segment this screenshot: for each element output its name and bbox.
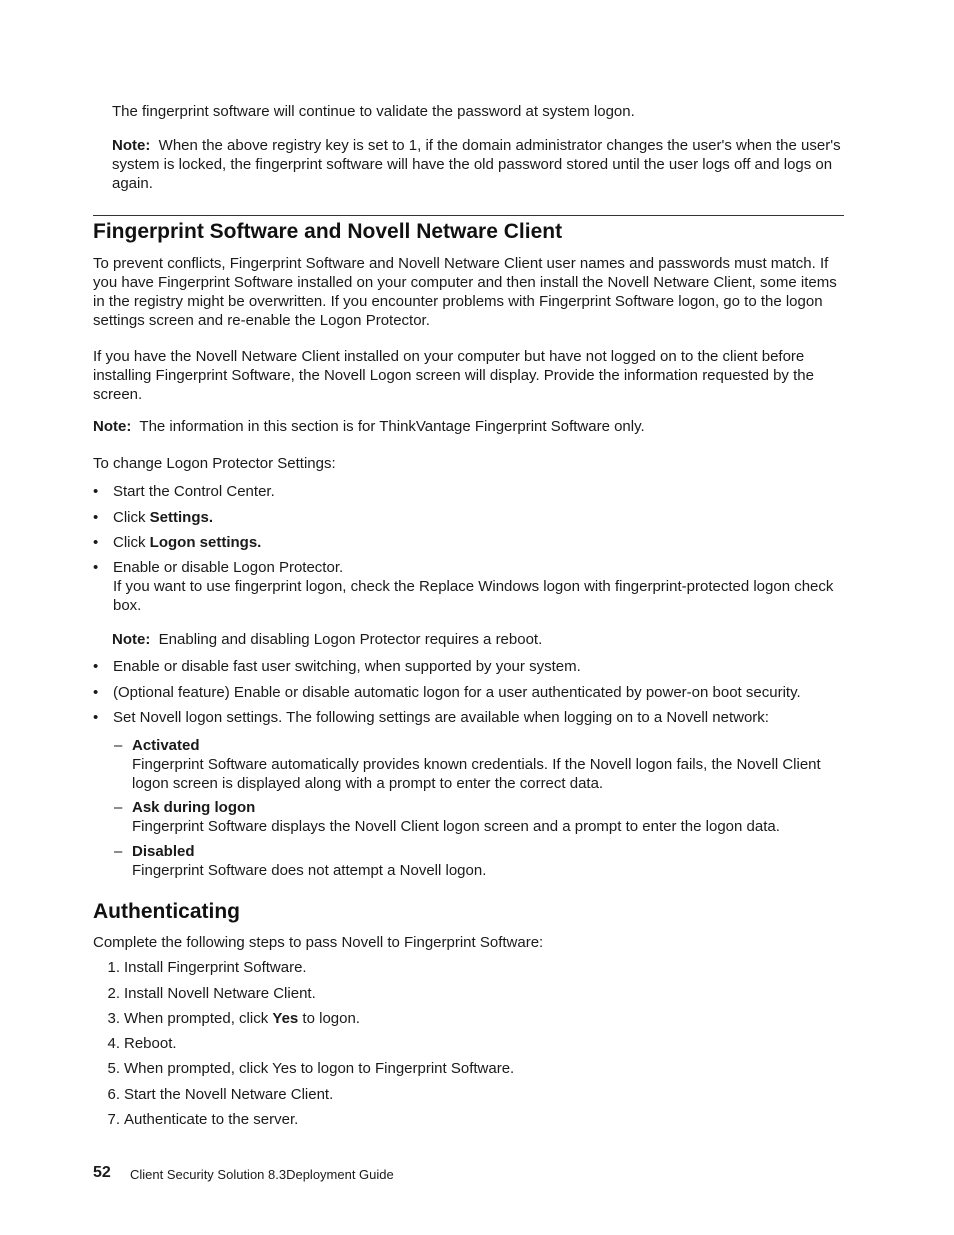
reboot-note <box>112 630 842 649</box>
note-label: Note: <box>112 631 151 648</box>
step-text: Install Fingerprint Software. <box>124 959 307 976</box>
dash-marker: – <box>114 737 123 754</box>
list-item-text: (Optional feature) Enable or disable automatic logon for a user authenticated by power-on boot security. <box>113 684 801 701</box>
bullet-marker: • <box>93 684 99 701</box>
sub-item-text: Fingerprint Software does not attempt a Novell logon. <box>132 862 487 879</box>
step-number: 4. <box>107 1035 120 1052</box>
logon-settings-bold: Logon settings. <box>149 534 262 551</box>
sub-item-title: Disabled <box>132 843 195 860</box>
page-footer <box>93 1163 394 1182</box>
list-item-text: Enable or disable fast user switching, when supported by your system. <box>113 658 581 675</box>
page-number: 52 <box>93 1164 111 1181</box>
list-item-text: Click Logon settings. <box>113 534 262 551</box>
step-number: 2. <box>107 985 120 1002</box>
dash-marker: – <box>114 799 123 816</box>
change-settings-intro: To change Logon Protector Settings: <box>93 455 336 472</box>
intro-paragraph: The fingerprint software will continue to validate the password at system logon. <box>112 103 635 120</box>
step-number: 1. <box>107 959 120 976</box>
note-text: When the above registry key is set to 1, if the domain administrator changes the user's when the user's system is locked, the fingerprint software will have the old password stored until the user logs off and logs on again. <box>112 137 841 192</box>
step-text: When prompted, click Yes to logon. <box>124 1010 360 1027</box>
bullet-marker: • <box>93 709 99 726</box>
list-item-text: Set Novell logon settings. The following settings are available when logging on to a Novell network: <box>113 709 769 726</box>
step-number: 7. <box>107 1111 120 1128</box>
step-number: 5. <box>107 1060 120 1077</box>
note-label: Note: <box>112 137 151 154</box>
bullet-marker: • <box>93 559 99 576</box>
sub-item-text: Fingerprint Software displays the Novell Client logon screen and a prompt to enter the logon data. <box>132 818 780 835</box>
sub-item-text: Fingerprint Software automatically provides known credentials. If the Novell logon fails, the Novell Client logon screen is displayed along with a prompt to enter the correct data. <box>132 756 821 792</box>
bullet-marker: • <box>93 658 99 675</box>
document-title: Client Security Solution 8.3Deployment Guide <box>130 1167 394 1182</box>
bullet-marker: • <box>93 483 99 500</box>
sub-item-title: Ask during logon <box>132 799 256 816</box>
dash-marker: – <box>114 843 123 860</box>
authenticating-intro: Complete the following steps to pass Novell to Fingerprint Software: <box>93 934 544 951</box>
step-text: Start the Novell Netware Client. <box>124 1086 334 1103</box>
list-item-text: Enable or disable Logon Protector. If you want to use fingerprint logon, check the Replace Windows logon with fingerprint-protected logon check box. <box>113 559 834 614</box>
step-text: When prompted, click Yes to logon to Fingerprint Software. <box>124 1060 515 1077</box>
thinkvantage-note <box>93 417 848 436</box>
conflicts-paragraph: To prevent conflicts, Fingerprint Software and Novell Netware Client user names and passwords must match. If you have Fingerprint Software installed on your computer and then install the Novell Netware Client, some items in the registry might be overwritten. If you encounter problems with Fingerprint Software logon, go to the logon settings screen and re-enable the Logon Protector. <box>93 255 837 329</box>
section-divider <box>93 215 844 216</box>
step-number: 3. <box>107 1010 120 1027</box>
bullet-marker: • <box>93 534 99 551</box>
bullet-marker: • <box>93 509 99 526</box>
step-number: 6. <box>107 1086 120 1103</box>
list-item-text: Click Settings. <box>113 509 214 526</box>
yes-bold: Yes <box>272 1010 299 1027</box>
note-text: Enabling and disabling Logon Protector requires a reboot. <box>158 631 543 648</box>
section-heading-authenticating: Authenticating <box>93 900 240 923</box>
note-label: Note: <box>93 418 132 435</box>
step-text: Reboot. <box>124 1035 177 1052</box>
step-text: Install Novell Netware Client. <box>124 985 316 1002</box>
list-item-text: Start the Control Center. <box>113 483 275 500</box>
settings-bold: Settings. <box>149 509 214 526</box>
novell-installed-paragraph: If you have the Novell Netware Client installed on your computer but have not logged on to the client before installing Fingerprint Software, the Novell Logon screen will display. Provide the information requested by the screen. <box>93 348 814 403</box>
section-heading-novell: Fingerprint Software and Novell Netware Client <box>93 220 563 243</box>
registry-note <box>112 136 842 193</box>
sub-item-title: Activated <box>132 737 200 754</box>
note-text: The information in this section is for ThinkVantage Fingerprint Software only. <box>139 418 645 435</box>
step-text: Authenticate to the server. <box>124 1111 299 1128</box>
